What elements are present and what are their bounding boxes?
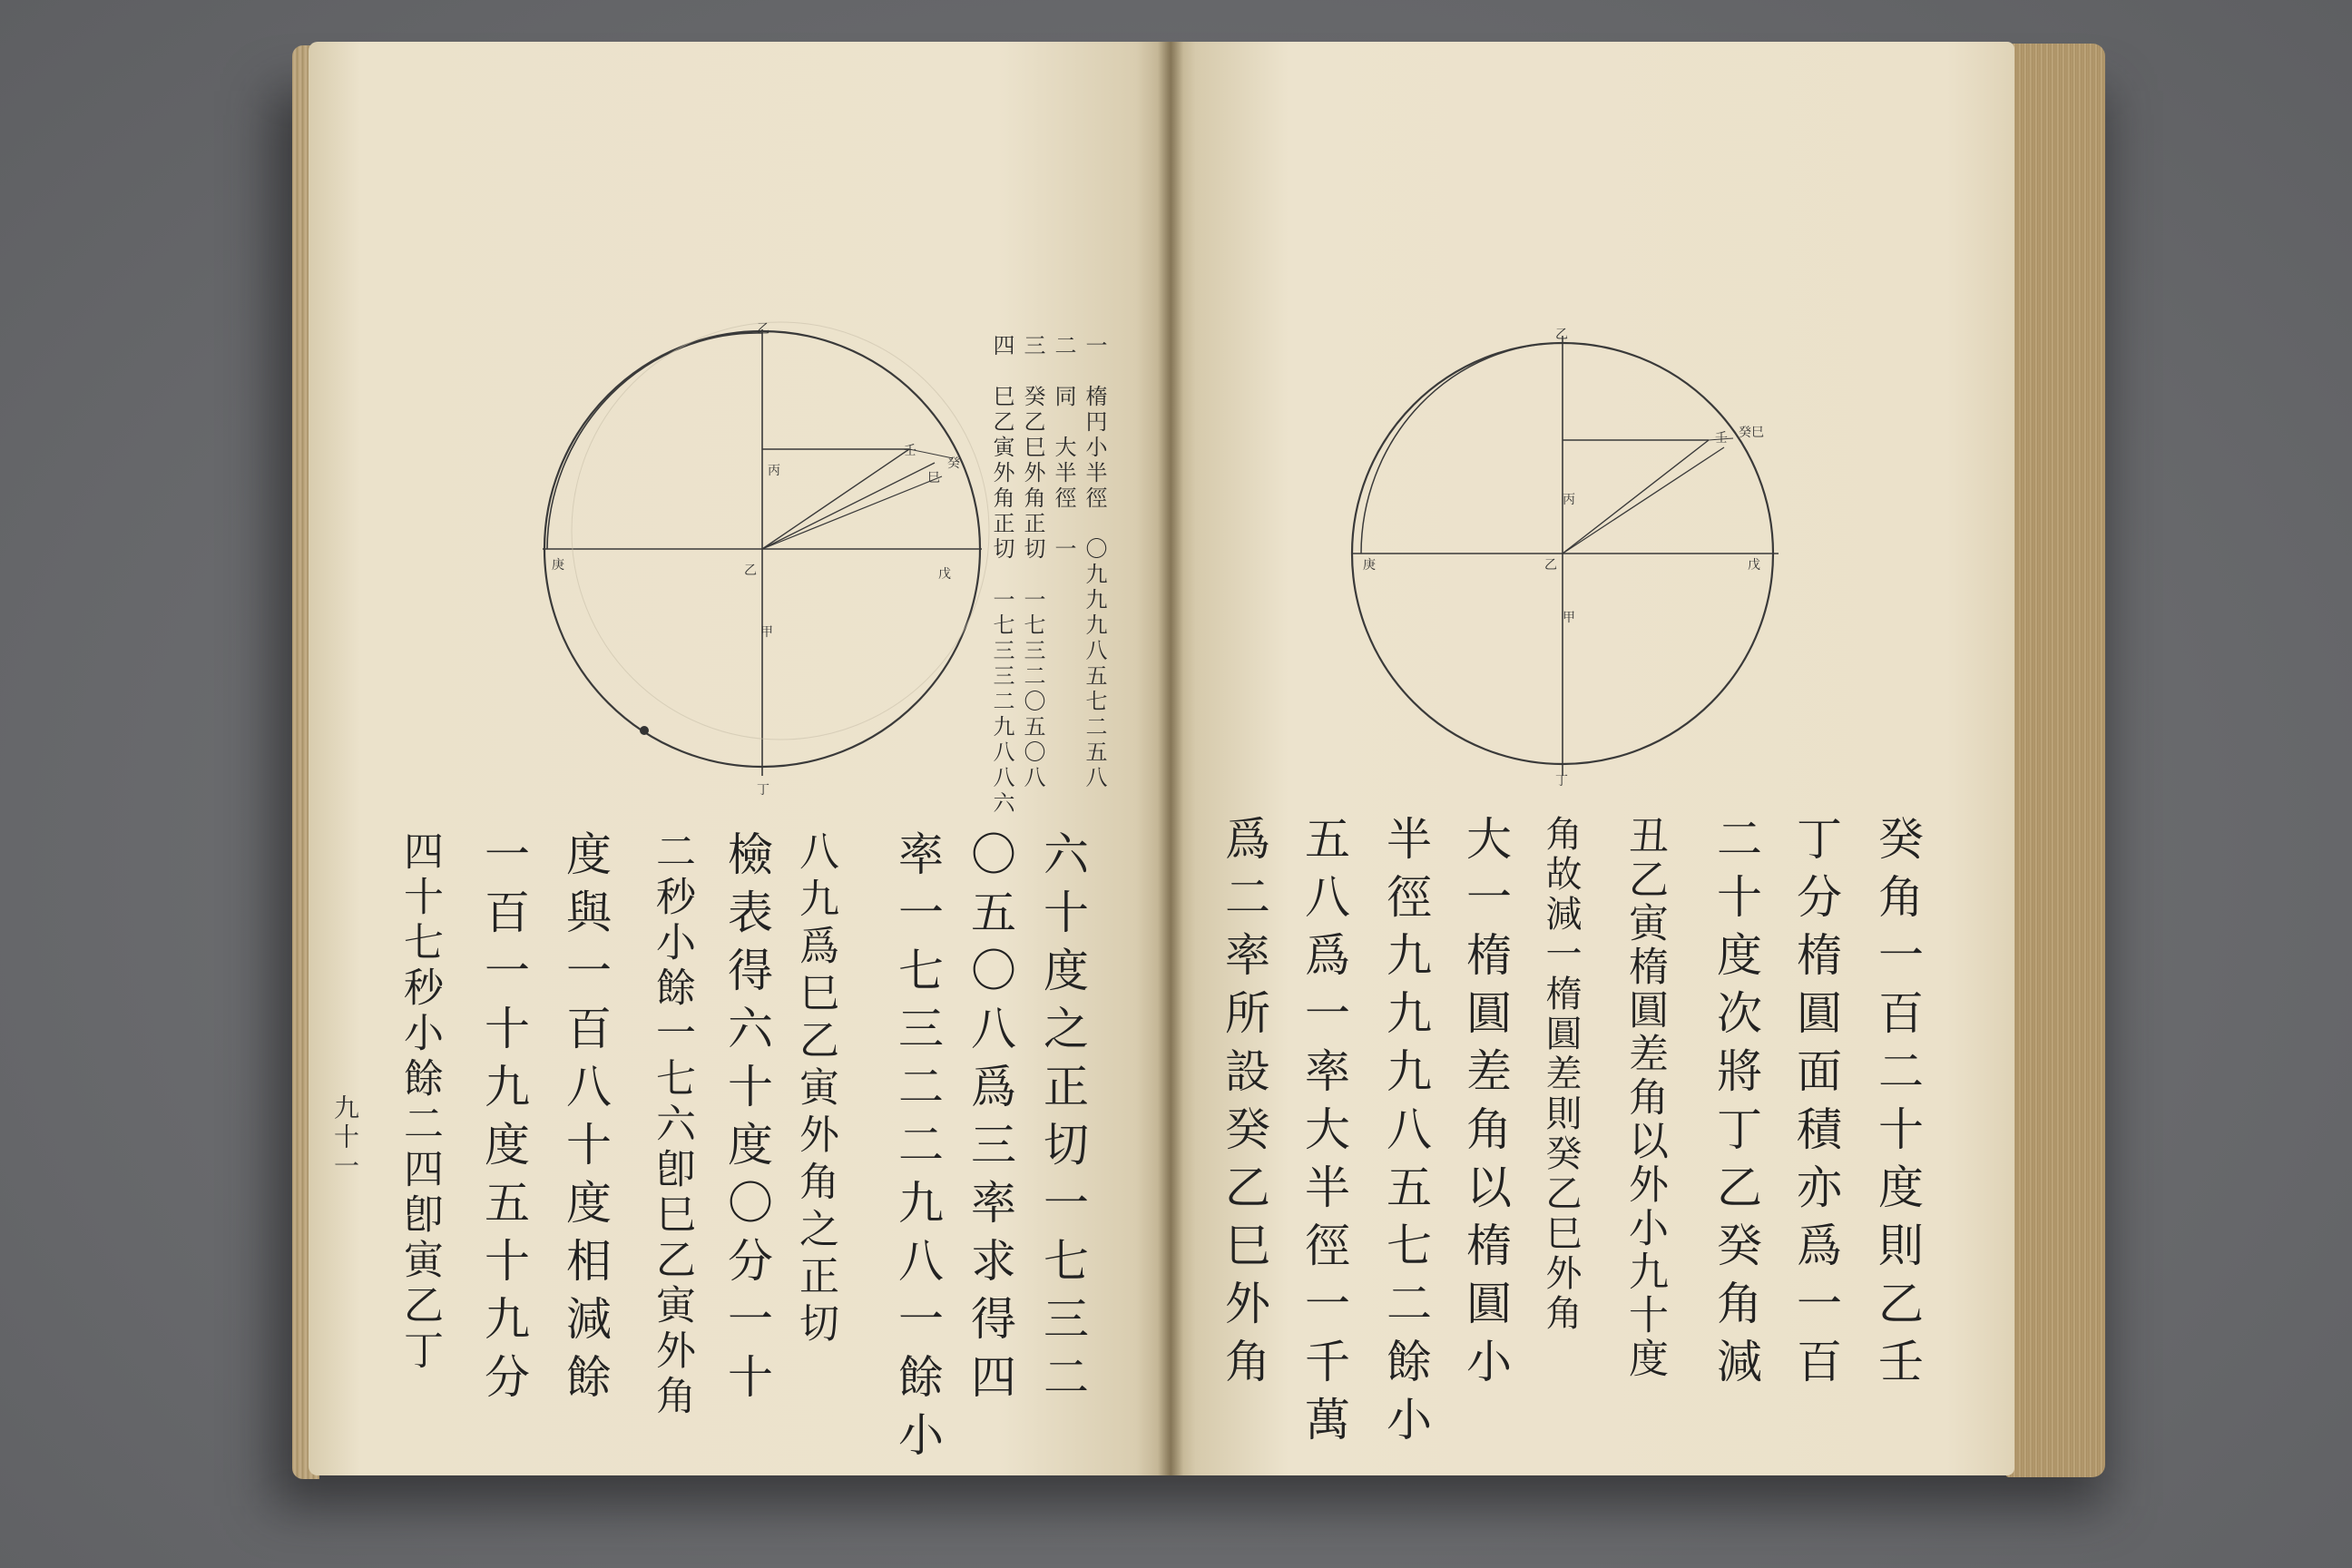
left-body-col-4: 八九爲巳乙寅外角之正切	[792, 830, 838, 1349]
left-label-inner-lower: 甲	[760, 625, 773, 640]
left-label-top: 乙	[757, 322, 769, 337]
right-body-col-8: 五八爲一率大半徑一千萬	[1298, 815, 1350, 1454]
right-radius-line-1	[1563, 440, 1709, 554]
right-body-col-4: 丑乙寅楕圓差角以外小九十度	[1622, 815, 1668, 1381]
left-body-col-9: 四十七秒小餘二四卽寅乙丁	[397, 830, 443, 1375]
left-label-chord-2: 巳	[927, 471, 940, 485]
legend-line-3: 三 癸乙巳外角正切 一七三二〇五〇八	[1020, 334, 1045, 791]
left-body-col-2: 〇五〇八爲三率求得四	[964, 830, 1016, 1411]
legend-line-4: 四 巳乙寅外角正切 一七三三二九八八六	[989, 334, 1014, 817]
left-body-col-8: 一百一十九度五十九分	[477, 830, 530, 1411]
right-body-col-6: 大一楕圓差角以楕圓小	[1459, 815, 1512, 1396]
right-label-inner-upper: 丙	[1563, 493, 1575, 507]
left-body-col-3: 率一七三二二九八一餘小	[891, 830, 944, 1469]
right-label-inner-lower: 甲	[1563, 611, 1575, 625]
left-body-col-1: 六十度之正切一七三二	[1036, 830, 1089, 1411]
left-body-col-5: 檢表得六十度〇分一十	[720, 830, 773, 1411]
left-label-center: 乙	[744, 564, 757, 578]
right-body-col-3: 二十度次將丁乙癸角減	[1710, 815, 1762, 1396]
book-gutter	[1158, 42, 1183, 1475]
left-label-chord-3: 癸	[947, 456, 960, 471]
right-body-col-5: 角故減一楕圓差則癸乙巳外角	[1540, 815, 1582, 1334]
right-radius-line-2	[1563, 447, 1724, 554]
left-label-bottom: 丁	[757, 783, 769, 798]
legend-line-1: 一 楕円小半徑 〇九九九八五七二五八	[1082, 334, 1107, 791]
left-diagram	[535, 322, 989, 794]
left-label-right: 戊	[938, 567, 951, 582]
right-label-left: 庚	[1363, 558, 1376, 573]
right-body-col-1: 癸角一百二十度則乙壬	[1871, 815, 1924, 1396]
right-body-col-7: 半徑九九九八五七二餘小	[1379, 815, 1432, 1454]
legend-line-2: 二 同 大半徑 一	[1051, 334, 1076, 563]
right-label-bottom: 丁	[1555, 774, 1568, 789]
left-label-chord-1: 壬	[904, 444, 916, 458]
right-label-top: 乙	[1555, 328, 1568, 342]
right-label-center: 乙	[1544, 558, 1557, 573]
left-ellipse-arc	[547, 333, 762, 549]
right-label-right: 戊	[1748, 558, 1760, 573]
left-faint-circle	[572, 322, 989, 740]
right-ellipse-arc	[1361, 343, 1563, 554]
right-diagram	[1352, 331, 1797, 785]
left-body-col-6: 二秒小餘一七六卽巳乙寅外角	[649, 830, 695, 1420]
page-number: 九十一	[330, 1094, 360, 1181]
left-label-inner-upper: 丙	[768, 464, 780, 478]
left-ink-blot	[640, 726, 649, 735]
right-body-col-2: 丁分楕圓面積亦爲一百	[1789, 815, 1842, 1396]
right-label-chord-1: 壬	[1715, 431, 1728, 446]
right-page-edges	[2005, 44, 2105, 1477]
right-body-col-9: 爲二率所設癸乙巳外角	[1218, 815, 1270, 1396]
left-label-left: 庚	[552, 558, 564, 573]
left-radius-line-2	[762, 463, 935, 549]
right-label-chord-2: 癸巳	[1739, 426, 1764, 440]
left-body-col-7: 度與一百八十度相減餘	[559, 830, 612, 1411]
